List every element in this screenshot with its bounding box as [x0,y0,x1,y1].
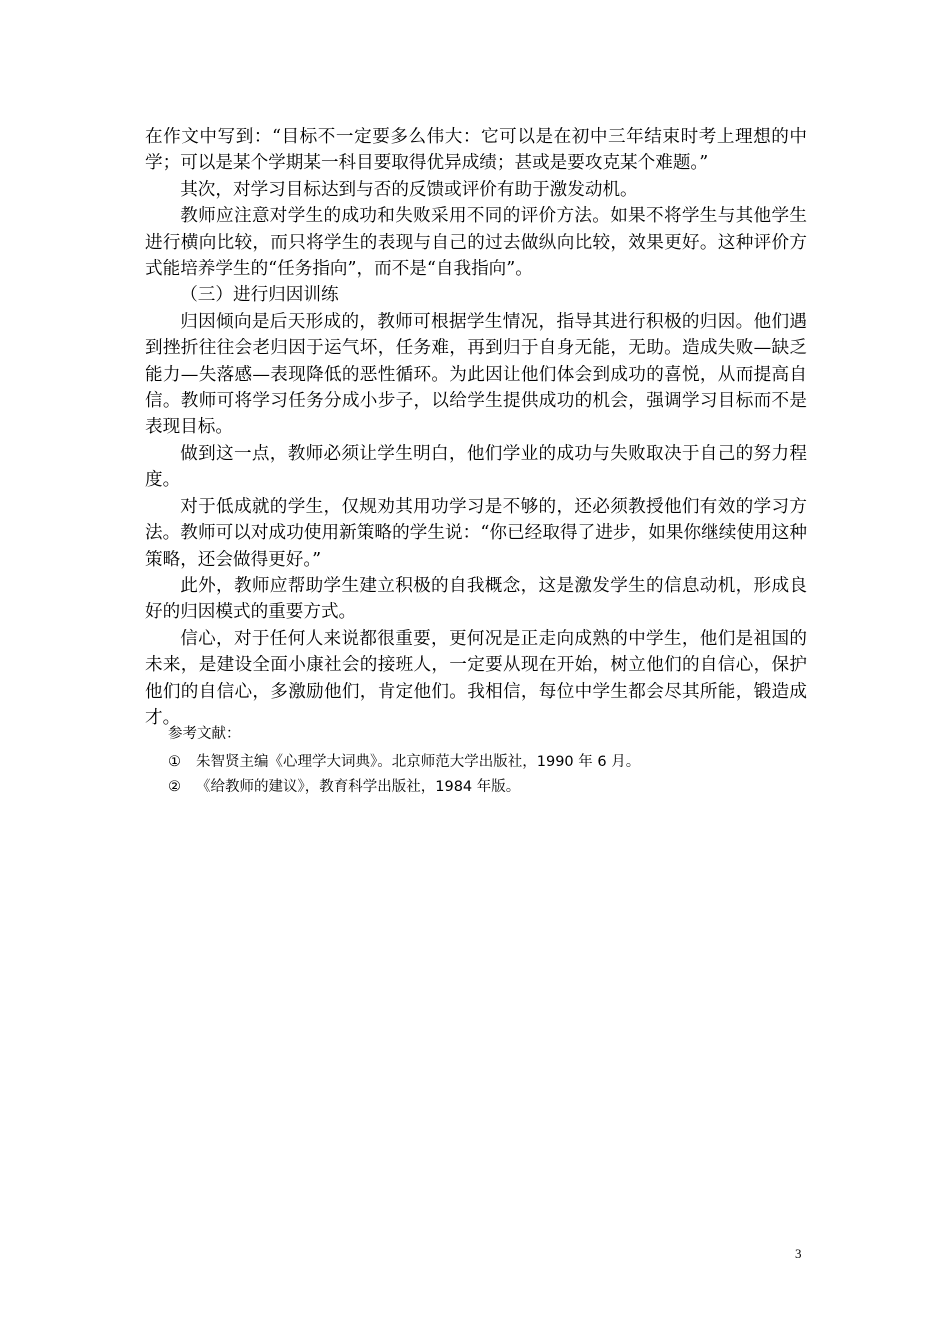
body-text [145,124,807,731]
reference-item [168,775,788,800]
paragraph: 此外，教师应帮助学生建立积极的自我概念，这是激发学生的信息动机，形成良好的归因模式的重要方式。 [145,575,807,623]
paragraph: 在作文中写到：“目标不一定要多么伟大：它可以是在初中三年结束时考上理想的中学；可以是某个学期某一科目要取得优异成绩；甚或是要攻克某个难题。” [145,127,807,174]
references [168,722,788,800]
section-heading: （三）进行归因训练 [180,285,339,306]
paragraph: 做到这一点，教师必须让学生明白，他们学业的成功与失败取决于自己的努力程度。 [145,443,807,491]
reference-item [168,750,788,775]
paragraph: 其次，对学习目标达到与否的反馈或评价有助于激发动机。 [180,179,638,200]
paragraph: 信心，对于任何人来说都很重要，更何况是正走向成熟的中学生，他们是祖国的未来，是建设全面小康社会的接班人，一定要从现在开始，树立他们的自信心，保护他们的自信心，多激励他们，肯定他们。我相信，每位中学生都会尽其所能，锻造成才。 [145,628,807,728]
paragraph: 归因倾向是后天形成的，教师可根据学生情况，指导其进行积极的归因。他们遇到挫折往往会老归因于运气坏，任务难，再到归于自身无能，无助。造成失败—缺乏能力—失落感—表现降低的恶性循环。为此因让他们体会到成功的喜悦，从而提高自信。教师可将学习任务分成小步子，以给学生提供成功的机会，强调学习目标而不是表现目标。 [145,311,807,438]
paragraph: 教师应注意对学生的成功和失败采用不同的评价方法。如果不将学生与其他学生进行横向比较，而只将学生的表现与自己的过去做纵向比较，效果更好。这种评价方式能培养学生的“任务指向”，而不是“自我指向”。 [145,206,807,280]
page-number: 3 [795,1246,802,1261]
reference-text: 朱智贤主编《心理学大词典》。北京师范大学出版社，1990 年 6 月。 [196,754,641,770]
reference-text: 《给教师的建议》，教育科学出版社，1984 年版。 [196,779,521,795]
reference-number: ② [168,779,181,795]
reference-number: ① [168,754,181,770]
references-title: 参考文献： [168,726,241,742]
paragraph: 对于低成就的学生，仅规劝其用功学习是不够的，还必须教授他们有效的学习方法。教师可以对成功使用新策略的学生说：“你已经取得了进步，如果你继续使用这种策略，还会做得更好。” [145,496,807,570]
